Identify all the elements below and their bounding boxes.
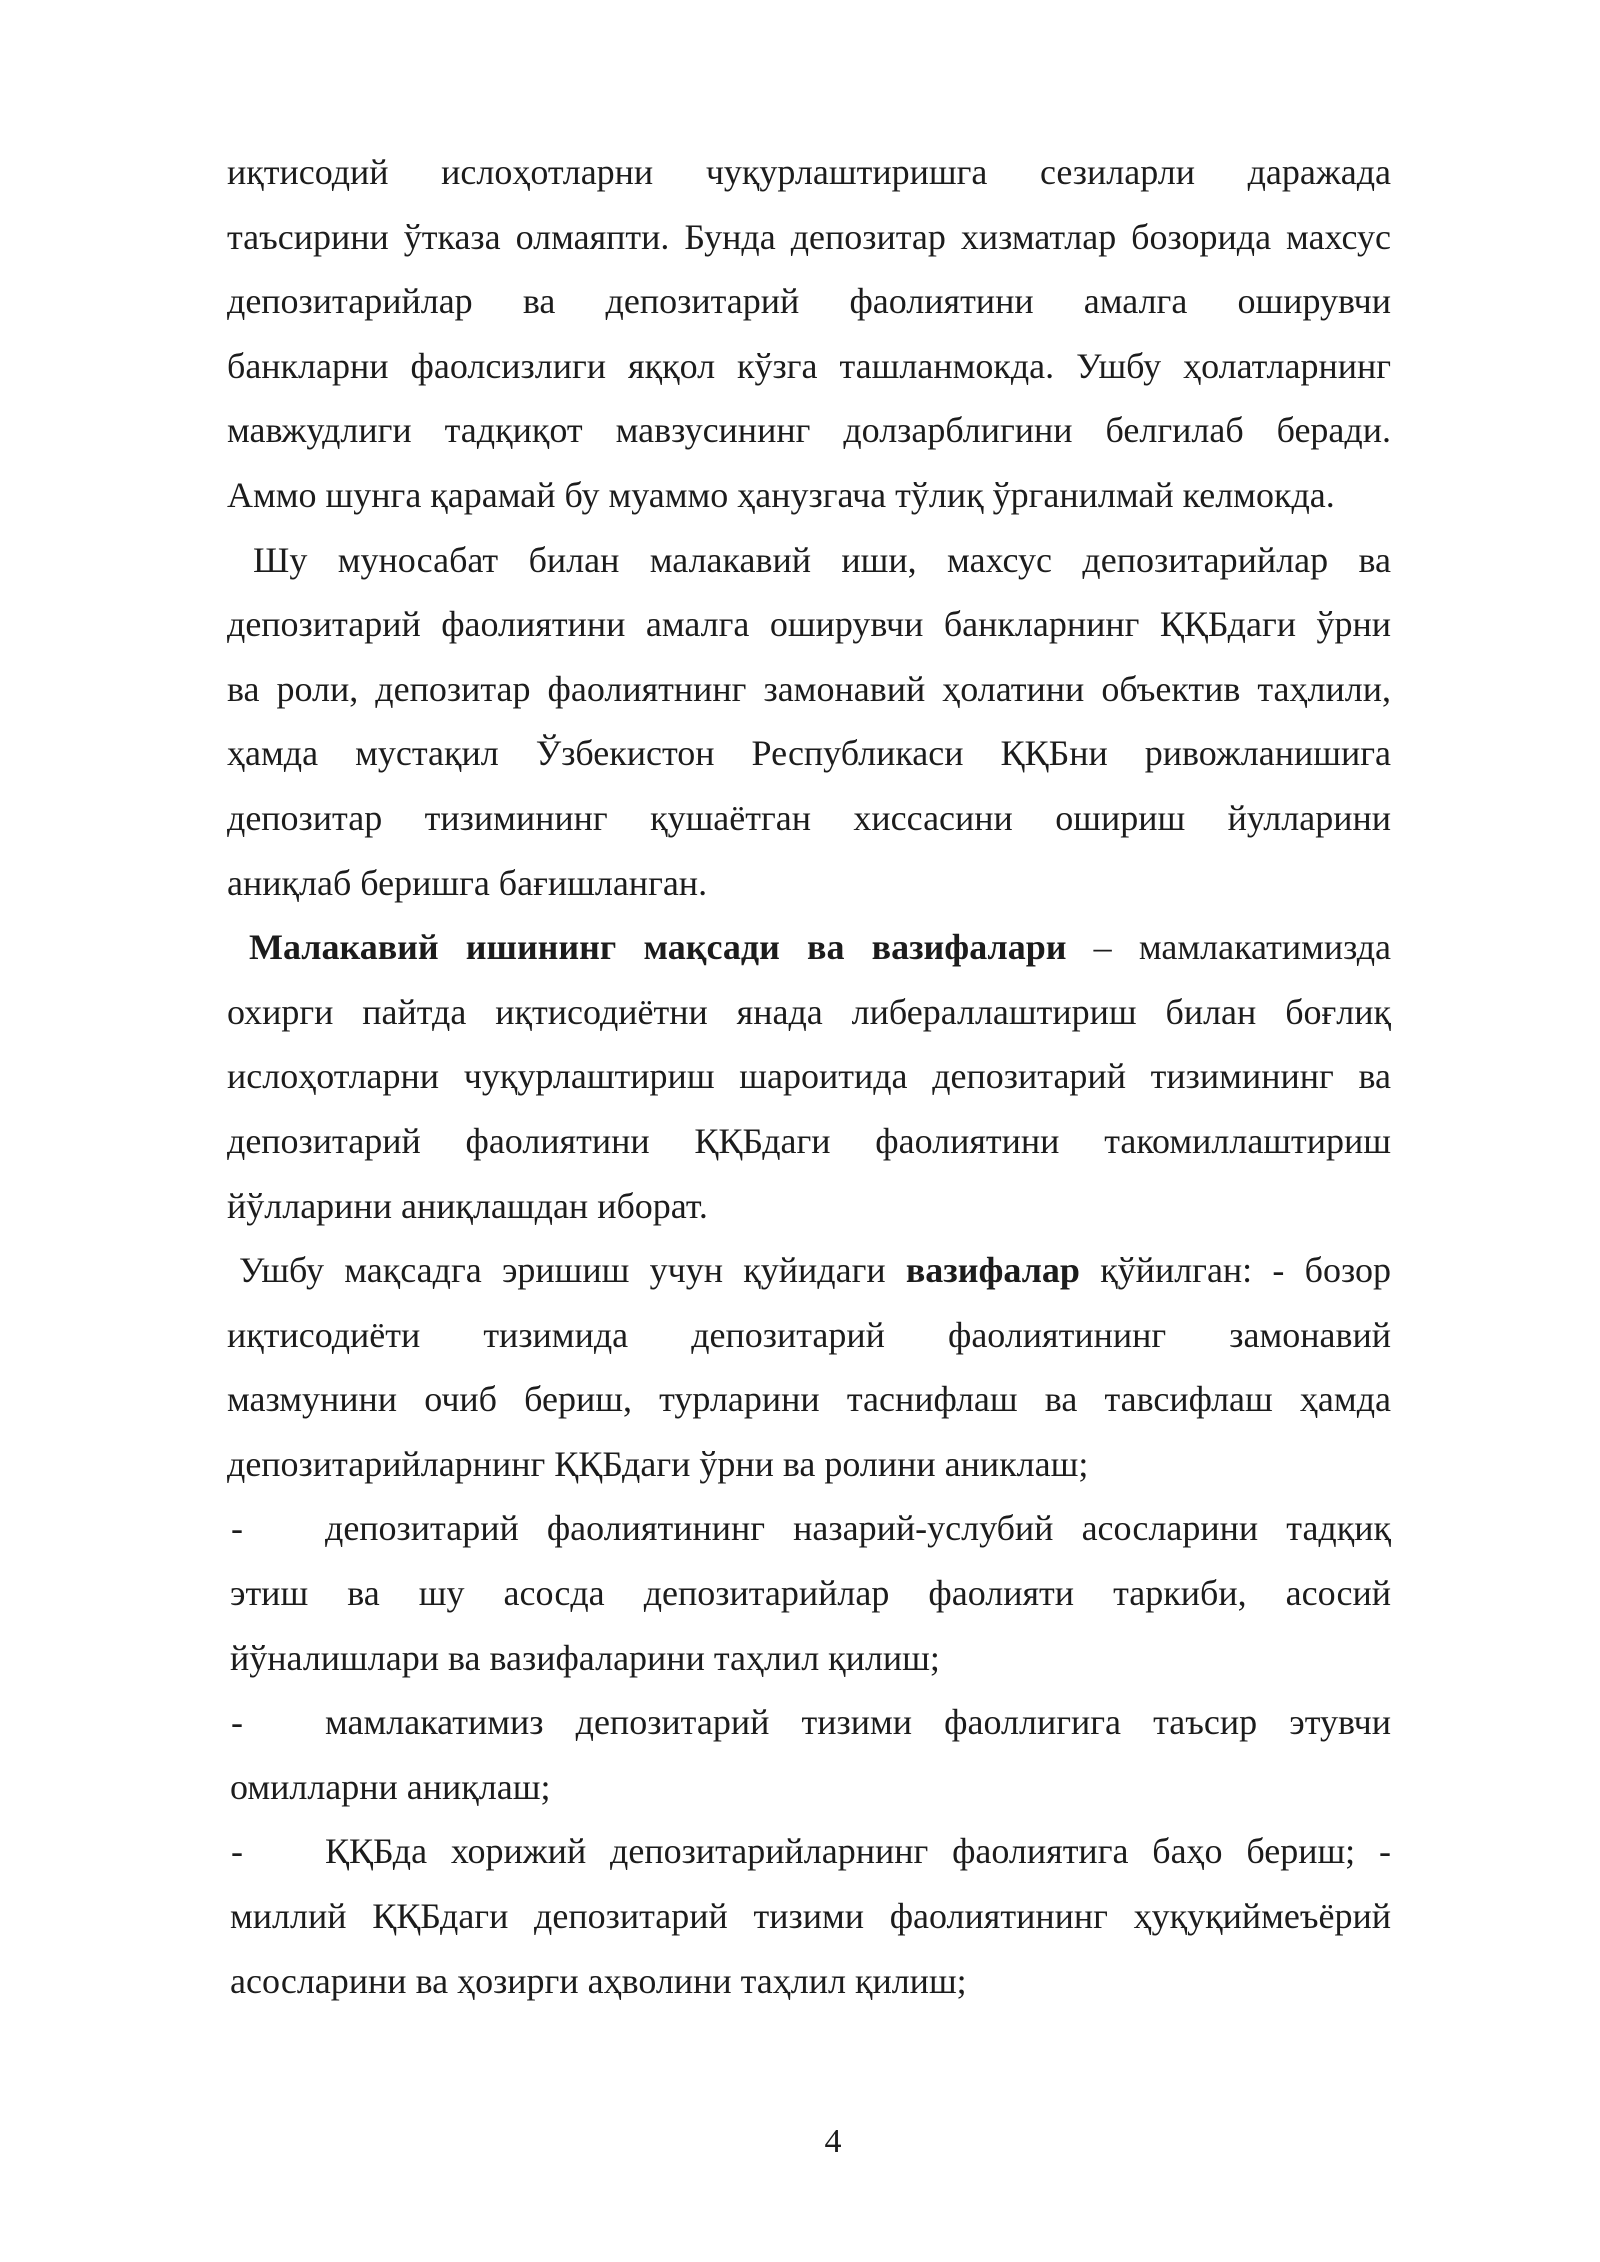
- body-text: [227, 140, 1391, 2013]
- text-line: аниқлаб беришга бағишланган.: [227, 862, 708, 903]
- text-line: Шу муносабат билан малакавий иши, махсус депозитарийлар ва: [253, 539, 1391, 580]
- text-segment: мамлакатимиз депозитарий тизими фаоллигига таъсир этувчи: [325, 1702, 1391, 1743]
- text-line: ва роли, депозитар фаолиятнинг замонавий ҳолатини объектив таҳлили,: [227, 668, 1391, 709]
- bold-term: вазифалар: [905, 1250, 1080, 1291]
- text-segment: қўйилган: - бозор: [1079, 1250, 1391, 1291]
- text-segment: Ушбу мақсадга эришиш учун қуйидаги: [239, 1250, 906, 1291]
- text-line: охирги пайтда иқтисодиётни янада либераллаштириш билан боғлиқ: [227, 991, 1391, 1032]
- text-line: депозитарий фаолиятини ҚҚБдаги фаолиятини такомиллаштириш: [227, 1120, 1391, 1161]
- text-line: депозитар тизимининг қушаётган хиссасини ошириш йулларини: [227, 797, 1391, 838]
- text-line: мавжудлиги тадқиқот мавзусининг долзарблигини белгилаб беради.: [227, 410, 1391, 451]
- text-line: Аммо шунга қарамай бу муаммо ҳанузгача тўлиқ ўрганилмай келмокда.: [227, 474, 1335, 515]
- bold-heading-term: Малакавий ишининг мақсади ва вазифалари: [249, 927, 1067, 968]
- text-line: банкларни фаолсизлиги яққол кўзга ташланмокда. Ушбу ҳолатларнинг: [227, 345, 1391, 386]
- text-segment: депозитарий фаолиятининг назарий-услубий асосларини тадқиқ: [325, 1508, 1391, 1549]
- text-line: иқтисодиёти тизимида депозитарий фаолиятининг замонавий: [227, 1314, 1391, 1355]
- text-line: йўлларини аниқлашдан иборат.: [227, 1185, 708, 1226]
- text-line: иқтисодий ислоҳотларни чуқурлаштиришга сезиларли даражада: [227, 152, 1391, 192]
- text-line: депозитарий фаолиятини амалга оширувчи банкларнинг ҚҚБдаги ўрни: [227, 604, 1391, 645]
- text-line: [227, 915, 1391, 980]
- text-line: омилларни аниқлаш;: [230, 1766, 551, 1807]
- list-item-line: [227, 1819, 1391, 1884]
- text-line: миллий ҚҚБдаги депозитарий тизими фаолиятининг ҳуқуқиймеъёрий: [230, 1896, 1391, 1937]
- list-item-line: [227, 1496, 1391, 1561]
- page-number: 4: [824, 2123, 842, 2160]
- text-line: ҳамда мустақил Ўзбекистон Республикаси ҚҚБни ривожланишига: [227, 733, 1391, 774]
- text-line: этиш ва шу асосда депозитарийлар фаолияти таркиби, асосий: [230, 1573, 1391, 1614]
- text-line: депозитарийларнинг ҚҚБдаги ўрни ва ролини аниклаш;: [227, 1443, 1089, 1484]
- text-line: [227, 1238, 1391, 1303]
- list-dash-marker: -: [231, 1702, 243, 1743]
- text-line: ислоҳотларни чуқурлаштириш шароитида депозитарий тизимининг ва: [227, 1056, 1391, 1097]
- text-line: депозитарийлар ва депозитарий фаолиятини амалга оширувчи: [227, 281, 1391, 322]
- list-dash-marker: -: [231, 1508, 243, 1549]
- text-line: таъсирини ўтказа олмаяпти. Бунда депозитар хизматлар бозорида махсус: [227, 216, 1391, 257]
- list-item-line: [227, 1690, 1391, 1755]
- text-segment: ҚҚБда хорижий депозитарийларнинг фаолиятига баҳо бериш; -: [325, 1831, 1391, 1872]
- list-dash-marker: -: [231, 1831, 243, 1872]
- text-line: мазмунини очиб бериш, турларини таснифлаш ва тавсифлаш ҳамда: [227, 1379, 1391, 1420]
- text-line: асосларини ва ҳозирги аҳволини таҳлил қилиш;: [230, 1960, 967, 2001]
- text-line: йўналишлари ва вазифаларини таҳлил қилиш;: [230, 1637, 940, 1678]
- text-segment: – мамлакатимизда: [1066, 927, 1391, 968]
